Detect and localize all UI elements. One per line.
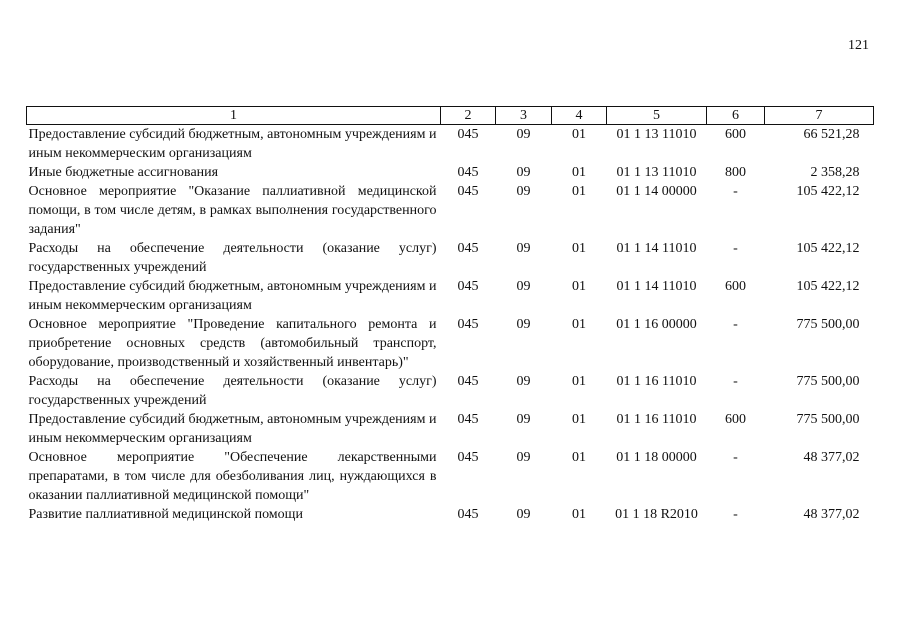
cell-section: 09 bbox=[516, 317, 531, 332]
cell-subsection: 01 bbox=[572, 507, 586, 522]
cell-expense-type: 800 bbox=[725, 165, 746, 180]
cell-subsection: 01 bbox=[572, 317, 586, 332]
cell-name: Расходы на обеспечение деятельности (оказание услуг) государственных учреждений bbox=[28, 374, 437, 408]
cell-admin-code: 045 bbox=[457, 450, 479, 465]
header-cell-4: 4 bbox=[552, 107, 607, 125]
cell-amount: 775 500,00 bbox=[796, 374, 860, 389]
cell-target-article: 01 1 18 00000 bbox=[616, 450, 697, 465]
cell-amount: 66 521,28 bbox=[803, 127, 860, 142]
cell-subsection: 01 bbox=[572, 279, 586, 294]
cell-admin-code: 045 bbox=[457, 184, 479, 199]
cell-subsection: 01 bbox=[572, 165, 586, 180]
cell-name: Развитие паллиативной медицинской помощи bbox=[28, 507, 303, 522]
cell-admin-code: 045 bbox=[457, 165, 479, 180]
cell-name: Расходы на обеспечение деятельности (оказание услуг) государственных учреждений bbox=[28, 241, 437, 275]
cell-subsection: 01 bbox=[572, 184, 586, 199]
budget-table bbox=[26, 106, 874, 524]
cell-section: 09 bbox=[516, 127, 531, 142]
header-cell-3: 3 bbox=[496, 107, 552, 125]
cell-name: Предоставление субсидий бюджетным, автономным учреждениям и иным некоммерческим организациям bbox=[28, 279, 437, 313]
cell-subsection: 01 bbox=[572, 127, 586, 142]
cell-admin-code: 045 bbox=[457, 374, 479, 389]
table-row bbox=[27, 239, 874, 277]
cell-name: Иные бюджетные ассигнования bbox=[28, 165, 219, 180]
cell-target-article: 01 1 16 11010 bbox=[616, 374, 697, 389]
cell-amount: 48 377,02 bbox=[803, 507, 860, 522]
cell-admin-code: 045 bbox=[457, 317, 479, 332]
cell-admin-code: 045 bbox=[457, 241, 479, 256]
cell-target-article: 01 1 13 11010 bbox=[616, 165, 697, 180]
table-row bbox=[27, 277, 874, 315]
cell-amount: 105 422,12 bbox=[796, 184, 860, 199]
page-number: 121 bbox=[848, 38, 869, 53]
header-cell-1: 1 bbox=[27, 107, 441, 125]
table-row bbox=[27, 448, 874, 505]
cell-expense-type: - bbox=[733, 374, 738, 389]
table-row bbox=[27, 410, 874, 448]
table-row bbox=[27, 505, 874, 524]
cell-name: Основное мероприятие "Обеспечение лекарственными препаратами, в том числе для обезболивания лиц, нуждающихся в оказании паллиативной медицинской помощи" bbox=[28, 450, 437, 503]
cell-name: Предоставление субсидий бюджетным, автономным учреждениям и иным некоммерческим организациям bbox=[28, 412, 437, 446]
cell-admin-code: 045 bbox=[457, 507, 479, 522]
cell-expense-type: 600 bbox=[725, 279, 746, 294]
cell-section: 09 bbox=[516, 507, 531, 522]
cell-name: Предоставление субсидий бюджетным, автономным учреждениям и иным некоммерческим организациям bbox=[28, 127, 437, 161]
cell-target-article: 01 1 14 11010 bbox=[616, 241, 697, 256]
cell-target-article: 01 1 16 00000 bbox=[616, 317, 697, 332]
cell-target-article: 01 1 14 11010 bbox=[616, 279, 697, 294]
cell-subsection: 01 bbox=[572, 241, 586, 256]
cell-target-article: 01 1 14 00000 bbox=[616, 184, 697, 199]
cell-target-article: 01 1 18 R2010 bbox=[615, 507, 698, 522]
cell-admin-code: 045 bbox=[457, 127, 479, 142]
cell-expense-type: - bbox=[733, 241, 738, 256]
cell-section: 09 bbox=[516, 412, 531, 427]
cell-section: 09 bbox=[516, 184, 531, 199]
header-cell-6: 6 bbox=[707, 107, 765, 125]
table-row bbox=[27, 182, 874, 239]
table-row bbox=[27, 163, 874, 182]
cell-name: Основное мероприятие "Проведение капитального ремонта и приобретение основных средств (автомобильный транспорт, оборудование, производственный и хозяйственный инвентарь)" bbox=[28, 317, 437, 370]
cell-amount: 105 422,12 bbox=[796, 241, 860, 256]
cell-expense-type: - bbox=[733, 184, 738, 199]
table-row bbox=[27, 125, 874, 164]
header-cell-5: 5 bbox=[607, 107, 707, 125]
cell-section: 09 bbox=[516, 165, 531, 180]
cell-section: 09 bbox=[516, 450, 531, 465]
cell-subsection: 01 bbox=[572, 450, 586, 465]
cell-admin-code: 045 bbox=[457, 279, 479, 294]
cell-amount: 48 377,02 bbox=[803, 450, 860, 465]
cell-section: 09 bbox=[516, 374, 531, 389]
cell-subsection: 01 bbox=[572, 374, 586, 389]
cell-expense-type: - bbox=[733, 450, 738, 465]
header-cell-7: 7 bbox=[765, 107, 874, 125]
cell-name: Основное мероприятие "Оказание паллиативной медицинской помощи, в том числе детям, в рамках выполнения государственного задания" bbox=[28, 184, 437, 237]
header-cell-2: 2 bbox=[441, 107, 496, 125]
cell-amount: 105 422,12 bbox=[796, 279, 860, 294]
cell-expense-type: 600 bbox=[725, 412, 746, 427]
table-row bbox=[27, 315, 874, 372]
cell-expense-type: - bbox=[733, 507, 738, 522]
cell-target-article: 01 1 13 11010 bbox=[616, 127, 697, 142]
cell-subsection: 01 bbox=[572, 412, 586, 427]
cell-amount: 775 500,00 bbox=[796, 412, 860, 427]
table-row bbox=[27, 372, 874, 410]
cell-expense-type: 600 bbox=[725, 127, 746, 142]
cell-amount: 775 500,00 bbox=[796, 317, 860, 332]
cell-expense-type: - bbox=[733, 317, 738, 332]
cell-section: 09 bbox=[516, 279, 531, 294]
cell-target-article: 01 1 16 11010 bbox=[616, 412, 697, 427]
cell-amount: 2 358,28 bbox=[810, 165, 860, 180]
cell-admin-code: 045 bbox=[457, 412, 479, 427]
cell-section: 09 bbox=[516, 241, 531, 256]
table-header-row bbox=[27, 107, 874, 125]
